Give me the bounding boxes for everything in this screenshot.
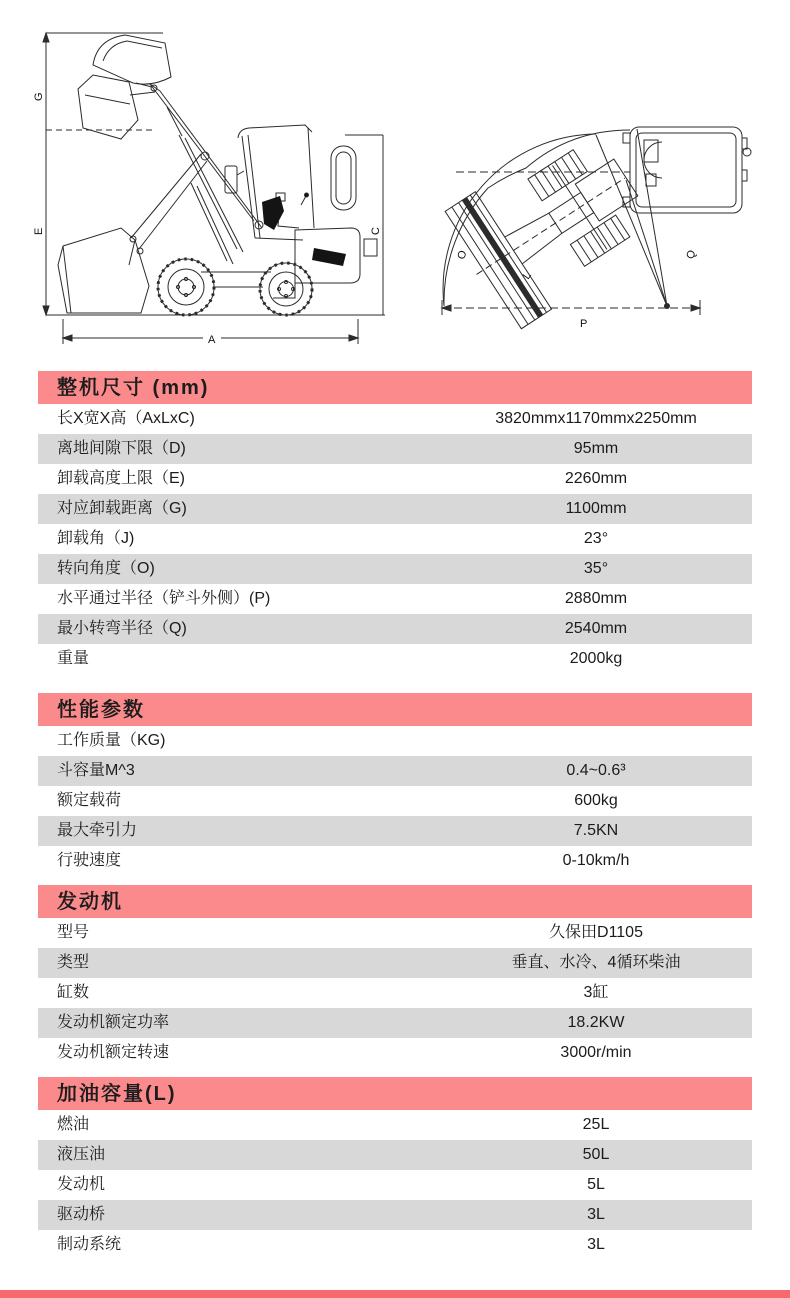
table-row [38, 978, 752, 1008]
dim-label-a: A [208, 334, 216, 346]
dim-label-p: P [580, 318, 588, 330]
dim-label-c: C [370, 227, 382, 235]
front-wheel-left [528, 150, 587, 201]
section-header: 发动机 [38, 885, 752, 918]
table-row [38, 786, 752, 816]
spec-value: 18.2KW [567, 1014, 625, 1031]
table-row [38, 614, 752, 644]
ground-bucket [58, 154, 207, 313]
spec-label: 离地间隙下限（D) [57, 440, 186, 457]
table-row [38, 1230, 752, 1260]
table-row [38, 644, 752, 674]
loader-boom [150, 84, 263, 264]
spec-value: 3缸 [583, 984, 609, 1001]
spec-value: 5L [587, 1176, 605, 1193]
table-row [38, 554, 752, 584]
spec-label: 制动系统 [57, 1236, 122, 1253]
table-row [38, 584, 752, 614]
front-wheel [158, 259, 214, 315]
spec-label: 发动机额定转速 [57, 1044, 170, 1061]
spec-value: 久保田D1105 [549, 924, 643, 941]
dim-label-o: O [455, 249, 470, 261]
table-row [38, 726, 752, 756]
section-header: 加油容量(L) [38, 1077, 752, 1110]
table-row [38, 1038, 752, 1068]
spec-value: 2540mm [564, 620, 628, 637]
spec-label: 重量 [57, 650, 90, 667]
spec-label: 行驶速度 [57, 852, 122, 869]
table-row [38, 404, 752, 434]
spec-value: 1100mm [565, 500, 627, 517]
dim-label-e: E [33, 227, 45, 235]
spec-label: 类型 [57, 954, 90, 971]
spec-label: 燃油 [57, 1116, 90, 1133]
spec-label: 型号 [57, 924, 90, 941]
spec-label: 长X宽X高（AxLxC) [57, 410, 195, 427]
technical-drawings [0, 0, 790, 371]
turning-silhouette-arc [444, 130, 630, 306]
spec-value: 2260mm [564, 470, 628, 487]
dim-label-q: Q [684, 248, 699, 262]
spec-value: 0.4~0.6³ [566, 762, 626, 779]
table-row [38, 816, 752, 846]
spec-value: 2000kg [569, 650, 623, 667]
spec-label: 驱动桥 [57, 1206, 106, 1223]
spec-value: 3820mmx1170mmx2250mm [495, 410, 697, 427]
spec-value: 3L [587, 1236, 605, 1253]
cab-canopy [225, 125, 314, 240]
spec-label: 斗容量M^3 [57, 762, 135, 779]
spec-label: 发动机 [57, 1176, 106, 1193]
table-row [38, 494, 752, 524]
spec-value: 23° [583, 530, 609, 547]
bottom-accent-bar [0, 1290, 790, 1298]
table-row [38, 464, 752, 494]
spec-section [38, 693, 752, 876]
spec-section [38, 1077, 752, 1260]
spec-value: 3L [587, 1206, 605, 1223]
spec-label: 卸载角（J) [57, 530, 135, 547]
dim-label-g: G [33, 92, 45, 101]
loader-top-body [438, 119, 751, 333]
spec-value: 25L [582, 1116, 610, 1133]
section-header: 性能参数 [38, 693, 752, 726]
spec-label: 额定载荷 [57, 792, 122, 809]
spec-label: 对应卸载距离（G) [57, 500, 187, 517]
rear-handrail [331, 146, 356, 210]
spec-label: 工作质量（KG) [57, 732, 166, 749]
mirror [225, 166, 237, 193]
spec-value: 35° [583, 560, 609, 577]
spec-value: 2880mm [564, 590, 628, 607]
spec-label: 最小转弯半径（Q) [57, 620, 187, 637]
spec-tables [38, 371, 752, 1260]
rear-hood [623, 127, 751, 213]
spec-label: 最大牵引力 [57, 822, 138, 839]
spec-value: 7.5KN [573, 822, 619, 839]
spec-section [38, 885, 752, 1068]
spec-label: 发动机额定功率 [57, 1014, 170, 1031]
spec-value: 垂直、水冷、4循环柴油 [511, 954, 681, 971]
spec-label: 水平通过半径（铲斗外侧）(P) [57, 590, 271, 607]
dimension-lines [43, 33, 385, 344]
table-row [38, 1008, 752, 1038]
table-row [38, 846, 752, 876]
spec-value: 3000r/min [560, 1044, 632, 1061]
table-row [38, 1170, 752, 1200]
spec-label: 转向角度（O) [57, 560, 155, 577]
spec-value: 50L [582, 1146, 610, 1163]
spec-label: 液压油 [57, 1146, 106, 1163]
dim-label-l: L [520, 269, 534, 282]
table-row [38, 918, 752, 948]
table-row [38, 434, 752, 464]
table-row [38, 948, 752, 978]
top-view-drawing [430, 100, 780, 350]
table-row [38, 1140, 752, 1170]
front-wheel-right [570, 215, 629, 266]
spec-value: 95mm [573, 440, 619, 457]
spec-label: 缸数 [57, 984, 90, 1001]
loader-side-body [58, 35, 377, 315]
spec-label: 卸载高度上限（E) [57, 470, 186, 487]
table-row [38, 1200, 752, 1230]
spec-value: 600kg [574, 792, 618, 809]
spec-value: 0-10km/h [562, 852, 630, 869]
table-row [38, 524, 752, 554]
table-row [38, 756, 752, 786]
side-view-drawing [33, 25, 398, 365]
rear-wheel [260, 263, 312, 315]
table-row [38, 1110, 752, 1140]
spec-section [38, 371, 752, 674]
spec-value [440, 726, 752, 756]
section-header: 整机尺寸 (mm) [38, 371, 752, 404]
